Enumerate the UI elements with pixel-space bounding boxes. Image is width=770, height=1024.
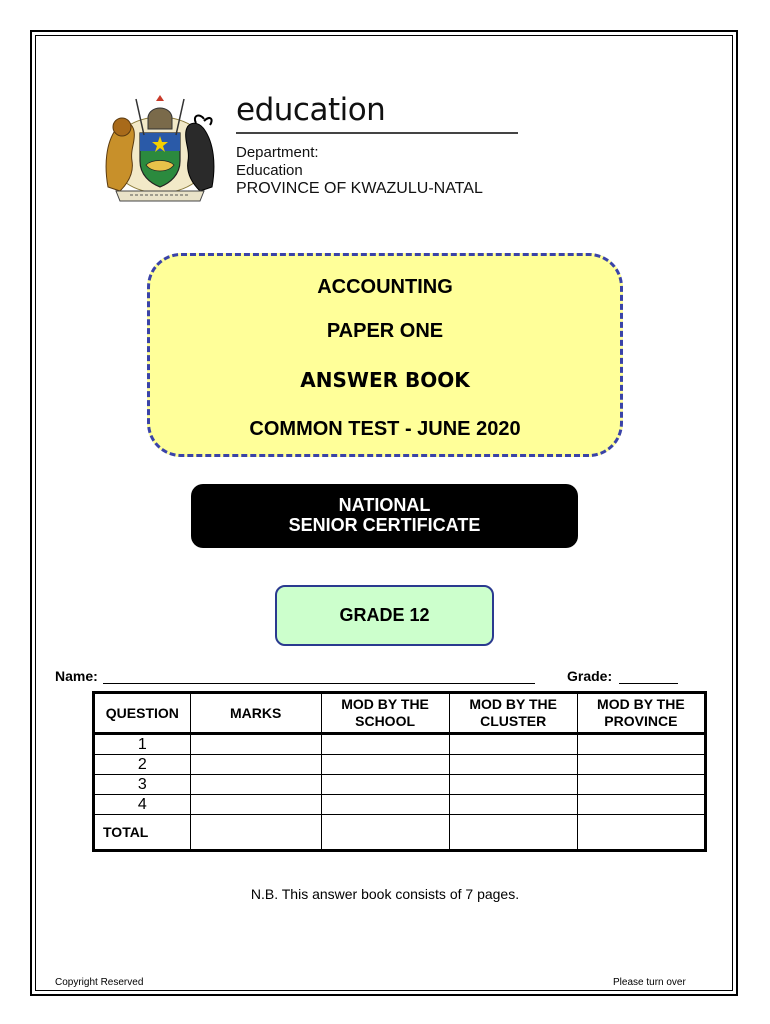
header-mod-province: MOD BY THE PROVINCE (577, 693, 705, 734)
school-cell (321, 775, 449, 795)
cluster-cell (449, 775, 577, 795)
grade-badge: GRADE 12 (275, 585, 494, 646)
subject-title: ACCOUNTING (317, 276, 453, 298)
marks-cell (190, 734, 321, 755)
marks-cell (190, 755, 321, 775)
question-number: 1 (94, 734, 191, 755)
answer-book-title: ANSWER BOOK (300, 368, 470, 392)
table-row (94, 775, 706, 795)
province-cell (577, 755, 705, 775)
paper-title: PAPER ONE (326, 320, 444, 342)
header-mod-school: MOD BY THE SCHOOL (321, 693, 449, 734)
school-cell (321, 734, 449, 755)
total-province-cell (577, 815, 705, 851)
name-blank-line (103, 683, 535, 684)
school-cell (321, 755, 449, 775)
total-marks-cell (190, 815, 321, 851)
total-row (94, 815, 706, 851)
turn-over-text: Please turn over (613, 977, 686, 988)
certificate-banner (191, 484, 578, 548)
total-school-cell (321, 815, 449, 851)
title-box (147, 253, 623, 457)
grade-label: Grade: (567, 668, 613, 684)
name-label: Name: (55, 668, 98, 684)
province-cell (577, 775, 705, 795)
logo-divider (236, 132, 518, 134)
table-row (94, 755, 706, 775)
test-title: COMMON TEST - JUNE 2020 (249, 418, 521, 440)
province-name: PROVINCE OF KWAZULU-NATAL (236, 180, 483, 197)
province-cell (577, 734, 705, 755)
marks-cell (190, 775, 321, 795)
copyright-text: Copyright Reserved (55, 977, 144, 988)
department-name: Education (236, 162, 303, 179)
marks-table-header-row (94, 693, 706, 734)
total-cluster-cell (449, 815, 577, 851)
certificate-line-2: SENIOR CERTIFICATE (288, 515, 481, 535)
table-row (94, 795, 706, 815)
coat-of-arms-logo (96, 95, 224, 205)
marks-cell (190, 795, 321, 815)
question-number: 2 (94, 755, 191, 775)
question-number: 4 (94, 795, 191, 815)
table-row (94, 734, 706, 755)
cluster-cell (449, 755, 577, 775)
header-question: QUESTION (94, 693, 191, 734)
cluster-cell (449, 734, 577, 755)
school-cell (321, 795, 449, 815)
header-mod-cluster: MOD BY THE CLUSTER (449, 693, 577, 734)
department-label: Department: (236, 144, 319, 161)
total-label: TOTAL (94, 815, 191, 851)
education-logo-word: education (236, 92, 386, 128)
province-cell (577, 795, 705, 815)
marks-table (92, 691, 707, 852)
header-marks: MARKS (190, 693, 321, 734)
question-number: 3 (94, 775, 191, 795)
grade-blank-line (619, 683, 678, 684)
page-count-note: N.B. This answer book consists of 7 pages. (250, 886, 520, 902)
certificate-line-1: NATIONAL (338, 495, 431, 515)
cluster-cell (449, 795, 577, 815)
